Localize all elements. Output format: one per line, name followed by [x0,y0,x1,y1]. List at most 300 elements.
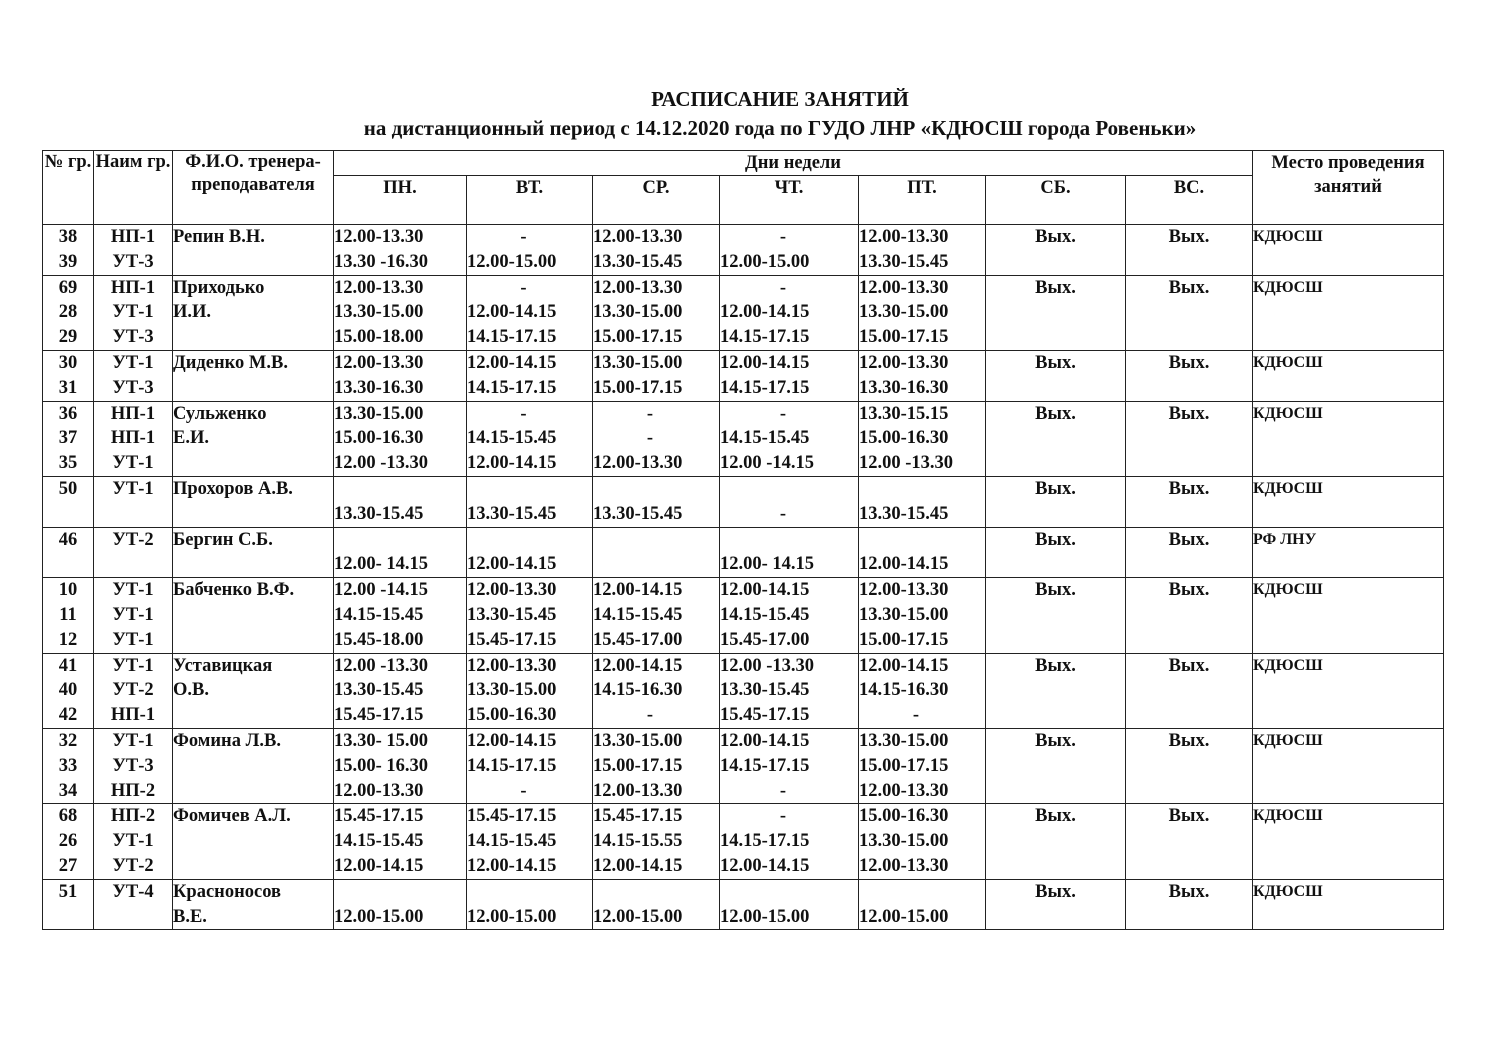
table-body [43,225,1444,930]
time-cell-thu [720,275,859,350]
time-cell-thu-line: 12.00-15.00 [720,251,810,272]
time-cell-wed-line: 15.00-17.15 [593,327,683,348]
time-cell-fri [859,578,986,653]
day-off-cell-sat: Вых. [986,275,1126,350]
time-cell-mon-line: 15.00- 16.30 [334,755,429,776]
table-row [43,879,1444,930]
group-name-cell-line: НП-1 [110,227,156,247]
time-cell-fri-line: 15.00-17.15 [859,755,949,776]
trainer-name-cell-line: И.И. [173,302,212,323]
time-cell-thu-line: - [779,780,787,801]
group-number-cell [43,728,94,803]
group-number-cell [43,476,94,527]
time-cell-mon-line: 13.30-15.45 [334,680,424,701]
time-cell-wed-line: 15.00-17.15 [593,377,683,398]
time-cell-tue [467,879,593,930]
group-name-cell-line: НП-2 [110,806,156,827]
time-cell-wed-line: 12.00-15.00 [593,906,683,927]
time-cell-thu-line: - [779,277,787,298]
time-cell-fri [859,225,986,276]
time-cell-wed-line: - [646,705,654,726]
time-cell-tue-line: 14.15-15.45 [467,831,557,852]
group-name-cell-line: УТ-4 [112,881,154,902]
time-cell-fri-line: 12.00-15.00 [859,906,949,927]
time-cell-thu [720,728,859,803]
time-cell-fri [859,275,986,350]
document-title: РАСПИСАНИЕ ЗАНЯТИЙ [651,87,909,111]
time-cell-thu-line: 15.45-17.00 [720,629,810,650]
trainer-name-cell [173,653,334,728]
time-cell-fri [859,401,986,476]
time-cell-fri-line: 13.30-15.00 [859,831,949,852]
time-cell-tue-line: 12.00-15.00 [467,906,557,927]
group-number-cell [43,804,94,879]
time-cell-mon-line: 12.00-15.00 [334,906,424,927]
group-number-cell [43,225,94,276]
group-name-cell-line: УТ-1 [112,302,154,323]
time-cell-fri [859,476,986,527]
group-number-cell-line: 31 [58,377,78,398]
time-cell-thu [720,401,859,476]
time-cell-tue-line: 15.45-17.15 [467,629,557,650]
time-cell-mon-line: 13.30-15.45 [334,503,424,524]
table-row [43,527,1444,578]
table-row [43,476,1444,527]
header-group: Наим гр. [94,151,173,225]
trainer-name-cell [173,728,334,803]
time-cell-fri-line: 12.00-13.30 [859,855,949,876]
time-cell-mon [334,476,467,527]
group-name-cell [94,653,173,728]
time-cell-fri-line: 12.00-13.30 [859,780,949,801]
time-cell-tue [467,653,593,728]
header-num: № гр. [43,151,94,225]
time-cell-fri [859,653,986,728]
day-off-cell-sat: Вых. [986,879,1126,930]
time-cell-fri-line: 12.00-13.30 [859,227,949,247]
time-cell-tue-line: 12.00-14.15 [467,453,557,474]
group-number-cell [43,527,94,578]
time-cell-wed [593,225,720,276]
time-cell-fri-line: 13.30-16.30 [859,377,949,398]
time-cell-tue-line: 14.15-17.15 [467,755,557,776]
time-cell-thu-line: 12.00-15.00 [720,906,810,927]
time-cell-mon-line: 13.30-15.00 [334,302,424,323]
time-cell-tue-line: 12.00-14.15 [467,554,557,575]
group-number-cell-line: 26 [58,831,78,852]
time-cell-wed-line: - [646,428,654,449]
time-cell-wed-line: 12.00-13.30 [593,780,683,801]
group-name-cell [94,578,173,653]
time-cell-mon-line: 15.00-16.30 [334,428,424,449]
time-cell-tue [467,225,593,276]
time-cell-wed [593,879,720,930]
place-cell: КДЮСШ [1253,275,1444,350]
time-cell-thu-line: 12.00- 14.15 [720,554,815,575]
group-number-cell-line: 33 [58,755,78,776]
time-cell-wed [593,653,720,728]
time-cell-thu-line: 14.15-17.15 [720,755,810,776]
time-cell-fri-line: 12.00-14.15 [859,554,949,575]
place-cell: КДЮСШ [1253,728,1444,803]
trainer-name-cell-line: О.В. [173,680,209,701]
time-cell-thu-line: 12.00 -13.30 [720,655,815,676]
trainer-name-cell-line: Красноносов [173,881,281,902]
trainer-name-cell [173,225,334,276]
group-number-cell-line: 35 [58,453,78,474]
time-cell-mon [334,527,467,578]
time-cell-wed [593,401,720,476]
place-cell: КДЮСШ [1253,401,1444,476]
time-cell-thu-line: - [779,806,787,827]
time-cell-wed [593,476,720,527]
group-name-cell-line: УТ-1 [112,478,154,499]
time-cell-tue [467,275,593,350]
time-cell-tue-line: 12.00-15.00 [467,251,557,272]
time-cell-wed-line: 12.00-13.30 [593,453,683,474]
day-off-cell-sun: Вых. [1126,225,1253,276]
group-name-cell-line: УТ-1 [112,831,154,852]
time-cell-mon [334,653,467,728]
time-cell-mon-line: 15.45-17.15 [334,806,424,827]
time-cell-tue-line: 14.15-17.15 [467,377,557,398]
group-name-cell-line: УТ-2 [112,529,154,550]
time-cell-tue-line: 13.30-15.45 [467,503,557,524]
time-cell-wed [593,275,720,350]
time-cell-mon-line: 12.00 -13.30 [334,453,429,474]
time-cell-wed-line: 13.30-15.00 [593,302,683,323]
time-cell-fri-line: 15.00-16.30 [859,428,949,449]
time-cell-mon-line: 12.00 -13.30 [334,655,429,676]
time-cell-wed-line: 13.30-15.00 [593,352,683,373]
day-off-cell-sat: Вых. [986,804,1126,879]
time-cell-tue-line: 12.00-13.30 [467,580,557,601]
time-cell-thu-line: 12.00-14.15 [720,302,810,323]
time-cell-wed [593,578,720,653]
time-cell-tue-line: 12.00-14.15 [467,730,557,751]
group-name-cell-line: НП-1 [110,705,156,726]
trainer-name-cell-line: Фомина Л.В. [173,730,281,751]
day-off-cell-sat: Вых. [986,653,1126,728]
place-cell: РФ ЛНУ [1253,527,1444,578]
group-number-cell-line: 68 [58,806,78,827]
day-off-cell-sun: Вых. [1126,879,1253,930]
day-off-cell-sat: Вых. [986,578,1126,653]
time-cell-thu-line: 15.45-17.15 [720,705,810,726]
group-number-cell-line: 41 [58,655,78,676]
time-cell-tue [467,578,593,653]
header-days-of-week: Дни недели [334,151,1253,176]
place-cell: КДЮСШ [1253,476,1444,527]
time-cell-mon-line: 13.30 -16.30 [334,251,429,272]
group-name-cell-line: НП-1 [110,428,156,449]
table-row [43,578,1444,653]
time-cell-thu-line: - [779,227,787,247]
trainer-name-cell-line: Репин В.Н. [173,227,265,247]
group-name-cell [94,804,173,879]
time-cell-mon-line: 12.00-13.30 [334,780,424,801]
time-cell-mon [334,804,467,879]
time-cell-tue-line: 12.00-13.30 [467,655,557,676]
group-number-cell [43,401,94,476]
time-cell-fri-line: 15.00-17.15 [859,629,949,650]
place-cell: КДЮСШ [1253,578,1444,653]
group-name-cell-line: УТ-3 [112,377,154,398]
time-cell-tue [467,401,593,476]
trainer-name-cell [173,578,334,653]
group-number-cell-line: 69 [58,277,78,298]
trainer-name-cell-line: Прохоров А.В. [173,478,293,499]
group-number-cell [43,350,94,401]
time-cell-thu-line: 14.15-17.15 [720,377,810,398]
table-row [43,225,1444,276]
time-cell-fri-line: 13.30-15.00 [859,604,949,625]
day-off-cell-sun: Вых. [1126,527,1253,578]
time-cell-thu [720,804,859,879]
group-number-cell-line: 10 [58,580,78,601]
time-cell-tue-line: 14.15-17.15 [467,327,557,348]
group-number-cell-line: 50 [58,478,78,499]
time-cell-tue-line: - [520,403,527,424]
time-cell-mon-line: 14.15-15.45 [334,831,424,852]
header-day-sat: СБ. [986,176,1126,225]
time-cell-mon-line: 12.00- 14.15 [334,554,429,575]
time-cell-thu-line: 12.00-14.15 [720,352,810,373]
header-day-mon: ПН. [334,176,467,225]
time-cell-tue-line: 12.00-14.15 [467,302,557,323]
group-number-cell-line: 42 [58,705,78,726]
time-cell-wed [593,804,720,879]
group-number-cell-line: 28 [58,302,78,323]
group-name-cell-line: НП-1 [110,277,156,298]
time-cell-tue [467,728,593,803]
place-cell: КДЮСШ [1253,653,1444,728]
time-cell-fri [859,350,986,401]
group-name-cell [94,527,173,578]
time-cell-tue-line: 15.00-16.30 [467,705,557,726]
group-name-cell-line: НП-1 [110,403,156,424]
time-cell-mon [334,879,467,930]
time-cell-fri [859,879,986,930]
group-name-cell [94,225,173,276]
time-cell-mon-line: 15.45-18.00 [334,629,424,650]
time-cell-tue-line: 14.15-15.45 [467,428,557,449]
time-cell-wed-line: 14.15-15.45 [593,604,683,625]
time-cell-wed [593,527,720,578]
trainer-name-cell [173,350,334,401]
time-cell-fri-line: 12.00-13.30 [859,352,949,373]
time-cell-thu [720,350,859,401]
group-number-cell-line: 40 [58,680,78,701]
header-day-sun: ВС. [1126,176,1253,225]
document-subtitle: на дистанционный период с 14.12.2020 года по ГУДО ЛНР «КДЮСШ города Ровеньки» [363,116,1197,140]
group-number-cell-line: 34 [58,780,78,801]
trainer-name-cell-line: Диденко М.В. [173,352,288,373]
trainer-name-cell [173,476,334,527]
group-number-cell-line: 46 [58,529,78,550]
trainer-name-cell [173,879,334,930]
day-off-cell-sun: Вых. [1126,804,1253,879]
time-cell-thu-line: - [779,503,787,524]
time-cell-wed-line: 15.45-17.15 [593,806,683,827]
day-off-cell-sat: Вых. [986,476,1126,527]
time-cell-thu-line: 12.00-14.15 [720,855,810,876]
day-off-cell-sun: Вых. [1126,653,1253,728]
time-cell-wed-line: 15.00-17.15 [593,755,683,776]
time-cell-thu [720,225,859,276]
day-off-cell-sun: Вых. [1126,578,1253,653]
header-day-thu: ЧТ. [720,176,859,225]
time-cell-tue-line: 13.30-15.00 [467,680,557,701]
group-number-cell-line: 29 [58,327,78,348]
time-cell-fri-line: 15.00-16.30 [859,806,949,827]
group-name-cell [94,476,173,527]
place-cell: КДЮСШ [1253,225,1444,276]
time-cell-wed-line: 13.30-15.45 [593,503,683,524]
group-name-cell-line: УТ-1 [112,655,154,676]
table-row [43,804,1444,879]
trainer-name-cell-line: Бабченко В.Ф. [173,580,295,601]
time-cell-fri-line: 12.00-14.15 [859,655,949,676]
time-cell-mon [334,275,467,350]
trainer-name-cell-line: Бергин С.Б. [173,529,273,550]
time-cell-tue [467,350,593,401]
time-cell-fri [859,527,986,578]
day-off-cell-sat: Вых. [986,401,1126,476]
time-cell-wed-line: 12.00-14.15 [593,655,683,676]
table-row [43,401,1444,476]
time-cell-fri-line: 12.00-13.30 [859,277,949,298]
time-cell-thu [720,527,859,578]
header-place: Место проведения занятий [1253,151,1444,225]
time-cell-fri-line: 14.15-16.30 [859,680,949,701]
time-cell-mon [334,401,467,476]
time-cell-fri-line: 15.00-17.15 [859,327,949,348]
time-cell-tue-line: 12.00-14.15 [467,352,557,373]
time-cell-fri [859,728,986,803]
group-number-cell [43,879,94,930]
time-cell-mon-line: 13.30-15.00 [334,403,424,424]
time-cell-fri-line: 13.30-15.45 [859,251,949,272]
day-off-cell-sat: Вых. [986,527,1126,578]
header-day-tue: ВТ. [467,176,593,225]
time-cell-wed-line: 14.15-15.55 [593,831,683,852]
group-name-cell [94,879,173,930]
time-cell-wed [593,350,720,401]
trainer-name-cell [173,275,334,350]
time-cell-tue-line: - [520,277,527,298]
time-cell-thu-line: 13.30-15.45 [720,680,810,701]
day-off-cell-sun: Вых. [1126,728,1253,803]
time-cell-mon [334,578,467,653]
time-cell-wed-line: 15.45-17.00 [593,629,683,650]
group-name-cell-line: НП-2 [110,780,156,801]
day-off-cell-sun: Вых. [1126,476,1253,527]
time-cell-wed-line: 12.00-14.15 [593,580,683,601]
trainer-name-cell [173,527,334,578]
time-cell-wed-line: 12.00-13.30 [593,277,683,298]
time-cell-mon-line: 13.30- 15.00 [334,730,429,751]
group-name-cell [94,275,173,350]
table-row [43,275,1444,350]
trainer-name-cell-line: Приходько [173,277,265,298]
time-cell-thu-line: 14.15-15.45 [720,604,810,625]
time-cell-mon-line: 12.00-14.15 [334,855,424,876]
table-row [43,728,1444,803]
time-cell-tue [467,804,593,879]
trainer-name-cell-line: Фомичев А.Л. [173,806,291,827]
group-number-cell-line: 36 [58,403,78,424]
time-cell-wed-line: 13.30-15.45 [593,251,683,272]
time-cell-wed-line: - [646,403,654,424]
group-name-cell-line: УТ-1 [112,453,154,474]
group-name-cell [94,350,173,401]
day-off-cell-sun: Вых. [1126,350,1253,401]
header-trainer: Ф.И.О. тренера-преподавателя [173,151,334,225]
group-number-cell [43,578,94,653]
time-cell-wed-line: 12.00-14.15 [593,855,683,876]
group-name-cell-line: УТ-3 [112,755,154,776]
time-cell-mon-line: 12.00 -14.15 [334,580,429,601]
time-cell-thu [720,653,859,728]
day-off-cell-sun: Вых. [1126,275,1253,350]
time-cell-tue [467,476,593,527]
header-day-fri: ПТ. [859,176,986,225]
time-cell-mon-line: 12.00-13.30 [334,277,424,298]
group-number-cell-line: 39 [58,251,78,272]
group-number-cell-line: 27 [58,855,78,876]
group-name-cell-line: УТ-1 [112,629,154,650]
time-cell-fri-line: 13.30-15.15 [859,403,949,424]
group-number-cell [43,275,94,350]
time-cell-thu [720,578,859,653]
time-cell-mon [334,350,467,401]
time-cell-fri-line: 13.30-15.00 [859,730,949,751]
group-name-cell-line: УТ-3 [112,327,154,348]
time-cell-mon [334,225,467,276]
time-cell-mon [334,728,467,803]
group-name-cell-line: УТ-1 [112,730,154,751]
time-cell-tue-line: 12.00-14.15 [467,855,557,876]
time-cell-thu [720,476,859,527]
time-cell-tue-line: - [520,780,527,801]
group-number-cell [43,653,94,728]
trainer-name-cell-line: Уставицкая [173,655,273,676]
time-cell-tue-line: 15.45-17.15 [467,806,557,827]
place-cell: КДЮСШ [1253,879,1444,930]
trainer-name-cell-line: В.Е. [173,906,207,927]
trainer-name-cell-line: Е.И. [173,428,209,449]
day-off-cell-sat: Вых. [986,728,1126,803]
time-cell-fri-line: 13.30-15.45 [859,503,949,524]
time-cell-fri-line: 12.00 -13.30 [859,453,954,474]
time-cell-thu-line: 12.00 -14.15 [720,453,815,474]
group-number-cell-line: 30 [58,352,78,373]
time-cell-tue-line: - [520,227,527,247]
group-number-cell-line: 11 [59,604,77,625]
group-number-cell-line: 37 [58,428,78,449]
time-cell-thu-line: 14.15-17.15 [720,327,810,348]
time-cell-tue-line: 13.30-15.45 [467,604,557,625]
trainer-name-cell-line: Сульженко [173,403,267,424]
time-cell-thu-line: 14.15-15.45 [720,428,810,449]
group-name-cell-line: УТ-1 [112,604,154,625]
time-cell-wed-line: 14.15-16.30 [593,680,683,701]
time-cell-mon-line: 13.30-16.30 [334,377,424,398]
time-cell-wed-line: 12.00-13.30 [593,227,683,247]
time-cell-mon-line: 15.00-18.00 [334,327,424,348]
group-name-cell-line: УТ-2 [112,855,154,876]
